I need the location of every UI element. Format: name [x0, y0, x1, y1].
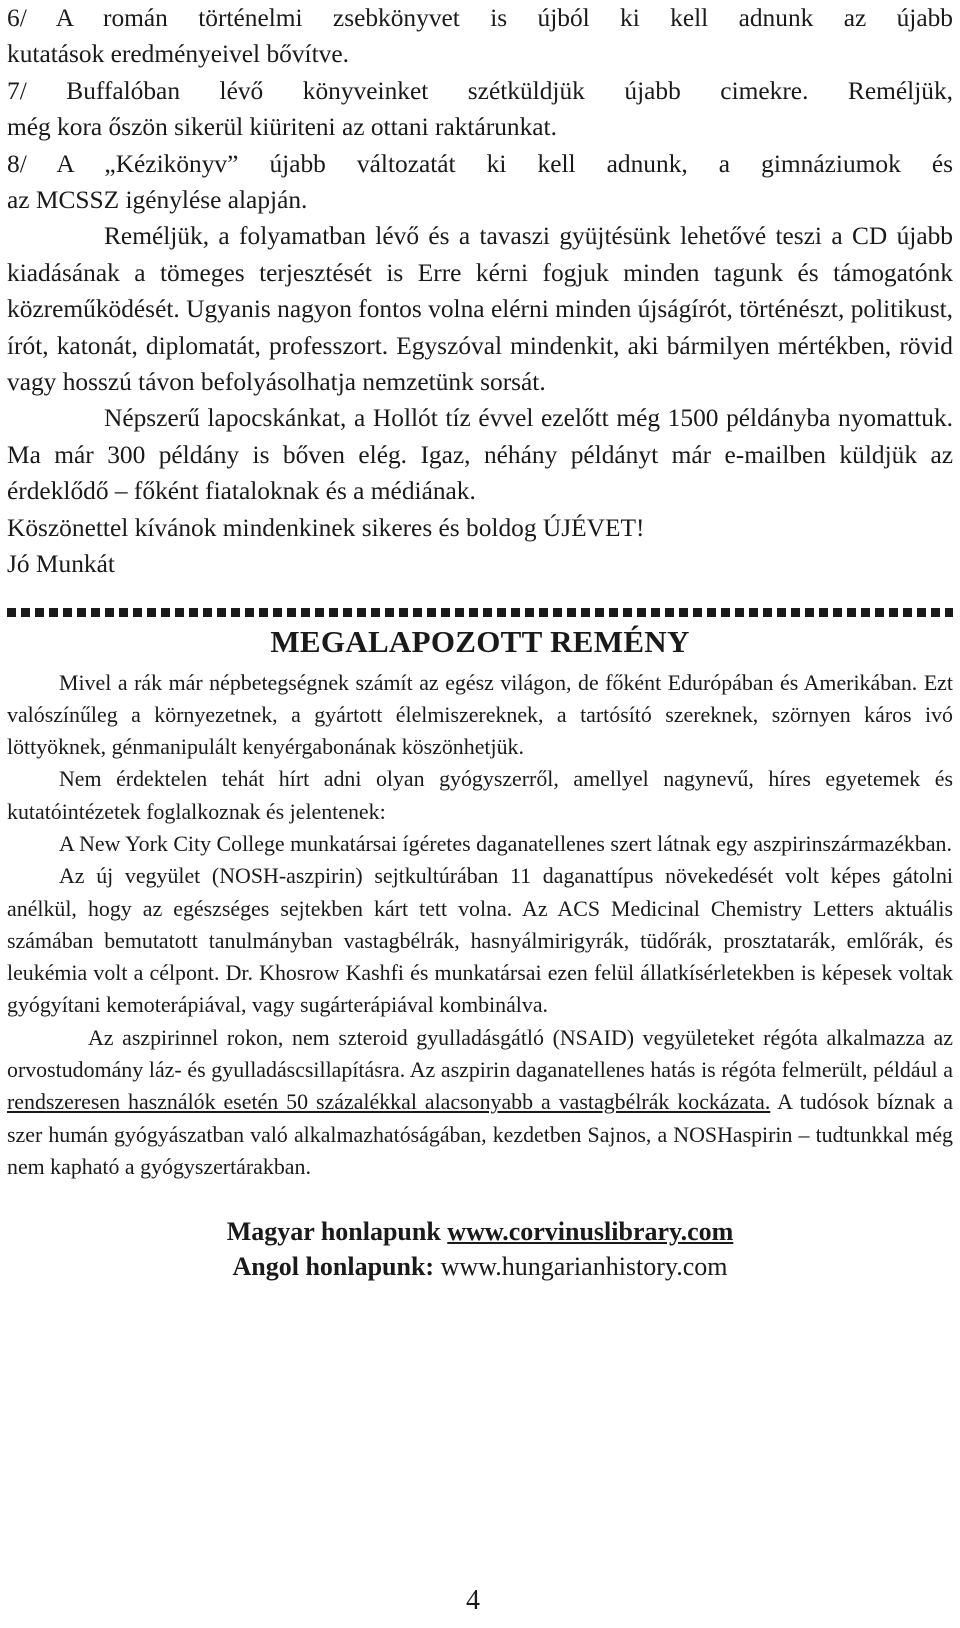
paragraph-5-text-end: A tudósok bíznak a szer humán gyógyászatban való alkalmazhatóságában, kezdetben Sajnos, a NOSHaspirin – tudtunkkal még nem kapható a gyógyszertárakban. [7, 1089, 953, 1179]
hungarian-website-label: Magyar honlapunk [226, 1217, 441, 1247]
underlined-statement: rendszeresen használók esetén 50 százalékkal alacsonyabb a vastagbélrák kockázata. [7, 1089, 771, 1115]
list-item-8-line2: az MCSSZ igénylése alapján. [7, 186, 308, 215]
newsletter-paragraph: Népszerű lapocskánkat, a Hollót tíz évvel ezelőtt még 1500 példányba nyomattuk. Ma már 300 példány is bőven elég. Igaz, néhány példányt már e-mailben küldjük az érdeklődő – főként fiataloknak és a médiának. [7, 404, 953, 506]
article-title: MEGALAPOZOTT REMÉNY [270, 623, 690, 659]
english-website-link[interactable]: www.hungarianhistory.com [440, 1252, 728, 1282]
article-paragraph-2: Nem érdektelen tehát hírt adni olyan gyógyszerről, amellyel nagynevű, híres egyetemek és kutatóintézetek foglalkoznak és jelentenek: [7, 766, 953, 824]
page-number: 4 [466, 1585, 480, 1616]
english-website-label: Angol honlapunk: [232, 1252, 435, 1282]
article-paragraph-1: Mivel a rák már népbetegségnek számít az egész világon, de főként Edurópában és Amerikában. Ezt valószínűleg a környezetnek, a gyártott élelmiszereknek, a tartósító szereknek, szörnyen káros ivó löttyöknek, génmanipulált kenyérgabonának köszönhetjük. [7, 669, 953, 760]
list-item-7-line1: 7/ Buffalóban lévő könyveinket szétküldjük újabb cimekre. Reméljük, [7, 76, 953, 105]
hungarian-website-line [7, 1214, 953, 1249]
hope-paragraph: Reméljük, a folyamatban lévő és a tavaszi gyüjtésünk lehetővé teszi a CD újabb kiadásának a tömeges terjesztését is Erre kérni fogjuk minden tagunk és támogatónk közreműködését. Ugyanis nagyon fontos volna elérni minden újságírót, történészt, politikust, írót, katonát, diplomatát, professzort. Egyszóval mindenkit, aki bármilyen mértékben, rövid vagy hosszú távon befolyásolhatja nemzetünk sorsát. [7, 222, 953, 397]
document-page [7, 0, 953, 1284]
english-website-line [7, 1249, 953, 1284]
signoff-line: Jó Munkát [7, 550, 115, 579]
website-footer [7, 1214, 953, 1284]
top-section [7, 0, 953, 583]
hungarian-website-link[interactable]: www.corvinuslibrary.com [447, 1217, 734, 1247]
article-paragraph-3: A New York City College munkatársai ígéretes daganatellenes szert látnak egy aszpirinszármazékban. [59, 830, 952, 856]
list-item-6-line1: 6/ A román történelmi zsebkönyvet is újból ki kell adnunk az újabb [7, 4, 953, 32]
paragraph-5-text-start: Az aszpirinnel rokon, nem szteroid gyulladásgátló (NSAID) vegyületeket régóta alkalmazza az orvostudomány láz- és gyulladáscsillapításra. Az aszpirin daganatellenes hatás is régóta felmerült, például a [7, 1024, 953, 1083]
list-item-7-line2: még kora őszön sikerül kiüriteni az ottani raktárunkat. [7, 113, 557, 142]
thanks-line: Köszönettel kívánok mindenkinek sikeres és boldog ÚJÉVET! [7, 513, 645, 542]
article-paragraph-4: Az új vegyület (NOSH-aszpirin) sejtkultúrában 11 daganattípus növekedését volt képes gátolni anélkül, hogy az egészséges sejtekben kárt tett volna. Az ACS Medicinal Chemistry Letters aktuális számában bemutatott tanulmányban vastagbélrák, hasnyálmirigyrák, tüdőrák, prosztatarák, emlőrák, és leukémia volt a célpont. Dr. Khosrow Kashfi és munkatársai ezen felül állatkísérletekben is képesek voltak gyógyítani kemoterápiával, vagy sugárterápiával kombinálva. [7, 863, 953, 1018]
article [7, 623, 953, 1184]
article-paragraph-5 [7, 1022, 953, 1183]
dotted-separator [7, 608, 953, 617]
list-item-8-line1: 8/ A „Kézikönyv” újabb változatát ki kell adnunk, a gimnáziumok és [7, 149, 953, 178]
list-item-6-line2: kutatások eredményeivel bővítve. [7, 40, 349, 69]
